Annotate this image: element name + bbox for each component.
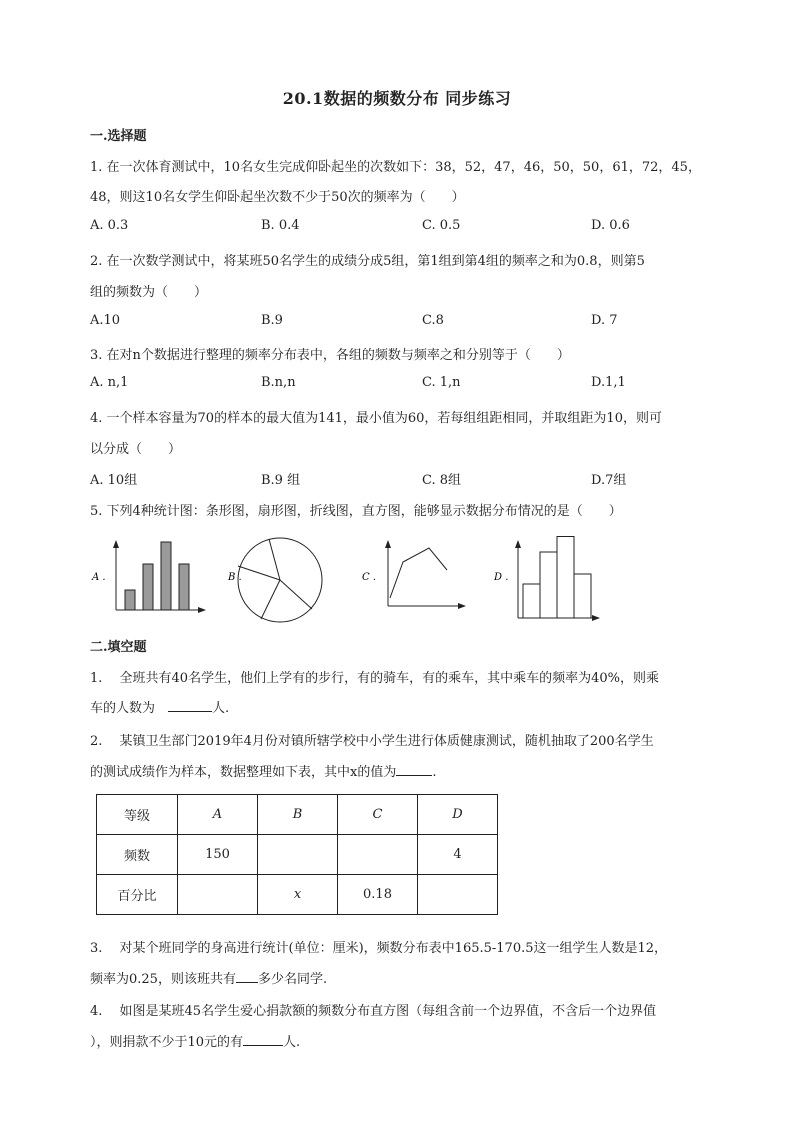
fill-question-3-blank[interactable] bbox=[236, 970, 258, 983]
question-4-line-2: 以分成（ ） bbox=[90, 442, 182, 457]
question-1-option-a: A. 0.3 bbox=[90, 218, 129, 233]
fill-question-1-line-2 bbox=[90, 697, 229, 716]
figure-c-label: C . bbox=[362, 572, 377, 583]
figure-b-slice-line-2 bbox=[238, 566, 280, 580]
question-4-option-d: D.7组 bbox=[591, 473, 627, 488]
table-cell: B bbox=[258, 795, 338, 835]
question-2-option-d: D. 7 bbox=[591, 313, 618, 328]
table-cell: D bbox=[418, 795, 498, 835]
figure-a-bar-3 bbox=[161, 542, 171, 610]
fill-question-3-text-after: 多少名同学. bbox=[257, 972, 328, 987]
fill-question-2-blank[interactable] bbox=[396, 763, 432, 776]
question-1-line-1: 1. 在一次体育测试中，10名女生完成仰卧起坐的次数如下：38，52，47，46，50，50，61，72，45， bbox=[90, 160, 701, 175]
figure-c-x-arrow bbox=[458, 603, 466, 609]
figure-d-bar-4 bbox=[574, 574, 591, 618]
table-cell: 等级 bbox=[97, 795, 178, 835]
table-cell: x bbox=[258, 875, 338, 915]
question-4-option-b: B.9 组 bbox=[261, 473, 301, 488]
question-2-option-a: A.10 bbox=[90, 313, 121, 328]
fill-question-2-line-2 bbox=[90, 761, 436, 780]
fill-question-1-text-before: 车的人数为 bbox=[90, 701, 169, 716]
figure-b-slice-line-1 bbox=[269, 539, 280, 580]
figure-a-x-arrow bbox=[198, 607, 206, 613]
question-3-line-1: 3. 在对n个数据进行整理的频率分布表中，各组的频数与频率之和分别等于（ ） bbox=[90, 348, 570, 363]
fill-question-3-line-1: 3. 对某个班同学的身高进行统计(单位：厘米)，频数分布表中165.5-170.5这一组学生人数是12， bbox=[90, 941, 668, 956]
section-heading-fill: 二.填空题 bbox=[90, 640, 147, 655]
question-5-figures bbox=[90, 536, 710, 626]
fill-question-3-line-2 bbox=[90, 968, 327, 987]
figure-b-slice-line-4 bbox=[280, 580, 312, 609]
fill-question-2-line-1: 2. 某镇卫生部门2019年4月份对镇所辖学校中小学生进行体质健康测试，随机抽取了200名学生 bbox=[90, 734, 654, 749]
table-row bbox=[97, 875, 498, 915]
question-3-option-c: C. 1,n bbox=[422, 375, 461, 390]
question-3-option-a: A. n,1 bbox=[90, 375, 129, 390]
table-cell: 150 bbox=[178, 835, 258, 875]
fill-question-1-text-after: 人. bbox=[212, 701, 230, 716]
question-2-line-2: 组的频数为（ ） bbox=[90, 285, 208, 300]
figure-d-x-arrow bbox=[592, 615, 600, 621]
fill-question-3-text-before: 频率为0.25，则该班共有 bbox=[90, 972, 236, 987]
question-4-line-1: 4. 一个样本容量为70的样本的最大值为141，最小值为60，若每组组距相同，并取组距为10，则可 bbox=[90, 411, 662, 426]
question-4-option-c: C. 8组 bbox=[422, 473, 462, 488]
table-row bbox=[97, 795, 498, 835]
question-4-option-a: A. 10组 bbox=[90, 473, 138, 488]
figure-a-y-arrow bbox=[113, 540, 119, 548]
figure-a-bar-1 bbox=[125, 590, 135, 610]
fill-question-4-line-1: 4. 如图是某班45名学生爱心捐款额的频数分布直方图（每组含前一个边界值，不含后一个边界值 bbox=[90, 1004, 657, 1019]
question-2-option-b: B.9 bbox=[261, 313, 283, 328]
figure-a-bar-4 bbox=[179, 564, 189, 610]
fill-question-2-text-after: . bbox=[432, 765, 437, 780]
figure-d-histogram bbox=[493, 537, 600, 622]
figure-a-bar-2 bbox=[143, 564, 153, 610]
table-cell bbox=[418, 875, 498, 915]
fill-question-4-text-before: ），则捐款不少于10元的有 bbox=[90, 1035, 244, 1050]
question-1-option-c: C. 0.5 bbox=[422, 218, 461, 233]
fill-question-4-line-2 bbox=[90, 1031, 300, 1050]
table-cell: 频数 bbox=[97, 835, 178, 875]
page-title: 20.1数据的频数分布 同步练习 bbox=[282, 89, 512, 108]
question-1-option-b: B. 0.4 bbox=[261, 218, 300, 233]
question-3-option-b: B.n,n bbox=[261, 375, 296, 390]
table-cell bbox=[178, 875, 258, 915]
grade-table bbox=[96, 794, 498, 915]
figure-d-bar-1 bbox=[523, 584, 540, 618]
section-heading-choice: 一.选择题 bbox=[90, 129, 147, 144]
fill-question-2-text-before: 的测试成绩作为样本，数据整理如下表，其中x的值为 bbox=[90, 765, 397, 780]
fill-question-1-blank[interactable] bbox=[168, 699, 212, 712]
figure-d-label: D . bbox=[494, 572, 509, 583]
figure-b-pie-chart bbox=[227, 538, 322, 622]
figure-b-slice-line-3 bbox=[261, 580, 280, 619]
question-1-option-d: D. 0.6 bbox=[591, 218, 630, 233]
table-cell: 0.18 bbox=[338, 875, 418, 915]
question-3-option-d: D.1,1 bbox=[591, 375, 626, 390]
table-cell bbox=[338, 835, 418, 875]
figure-d-y-arrow bbox=[515, 540, 521, 548]
figure-a-label: A . bbox=[92, 572, 106, 583]
table-cell: C bbox=[338, 795, 418, 835]
table-cell: 4 bbox=[418, 835, 498, 875]
figure-d-bar-2 bbox=[540, 552, 557, 618]
figure-b-label: B . bbox=[228, 572, 242, 583]
fill-question-4-blank[interactable] bbox=[243, 1033, 283, 1046]
figure-a-bar-chart bbox=[91, 540, 206, 613]
figure-d-bar-3 bbox=[557, 537, 574, 619]
figure-c-line-chart bbox=[362, 540, 466, 609]
table-cell bbox=[258, 835, 338, 875]
question-2-line-1: 2. 在一次数学测试中，将某班50名学生的成绩分成5组，第1组到第4组的频率之和为0.8，则第5 bbox=[90, 254, 645, 269]
figure-c-y-arrow bbox=[385, 540, 391, 548]
table-row bbox=[97, 835, 498, 875]
table-cell: A bbox=[178, 795, 258, 835]
question-5-line-1: 5. 下列4种统计图：条形图，扇形图，折线图，直方图，能够显示数据分布情况的是（ ） bbox=[90, 504, 622, 519]
question-2-option-c: C.8 bbox=[422, 313, 444, 328]
fill-question-4-text-after: 人. bbox=[283, 1035, 301, 1050]
table-cell: 百分比 bbox=[97, 875, 178, 915]
figure-c-line bbox=[390, 548, 447, 598]
fill-question-1-line-1: 1. 全班共有40名学生，他们上学有的步行，有的骑车，有的乘车，其中乘车的频率为40%，则乘 bbox=[90, 671, 659, 686]
question-1-line-2: 48，则这10名女学生仰卧起坐次数不少于50次的频率为（ ） bbox=[90, 190, 465, 205]
